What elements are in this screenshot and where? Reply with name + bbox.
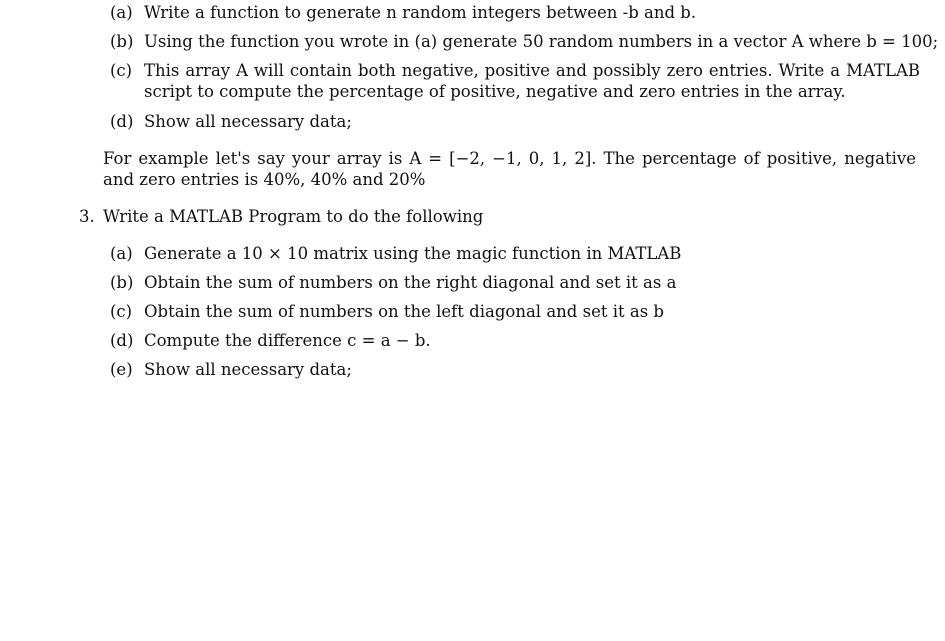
part-d-label: (d) (110, 112, 134, 131)
part-c-label: (c) (110, 61, 133, 80)
q3-item-d (110, 330, 920, 351)
q3-item-e (110, 359, 920, 380)
q3-item-e-text: Show all necessary data; (144, 360, 352, 379)
q3-item-a-label: (a) (110, 244, 133, 263)
q3-item-a-text: Generate a 10 × 10 matrix using the magic function in MATLAB (144, 244, 682, 263)
part-d-text: Show all necessary data; (144, 112, 352, 131)
q3-item-b-label: (b) (110, 273, 134, 292)
q3-item-a (110, 243, 920, 264)
part-b-label: (b) (110, 32, 134, 51)
question-3-number: 3. (79, 207, 95, 226)
q3-item-b-text: Obtain the sum of numbers on the right diagonal and set it as a (144, 273, 677, 292)
q3-item-d-text: Compute the difference c = a − b. (144, 331, 431, 350)
q3-item-c-label: (c) (110, 302, 133, 321)
question-3-heading (79, 206, 483, 227)
q3-item-c-text: Obtain the sum of numbers on the left diagonal and set it as b (144, 302, 664, 321)
part-c-text: This array A will contain both negative, positive and possibly zero entries. Write a MATLAB script to compute the percentage of positive, negative and zero entries in the array. (144, 61, 920, 101)
part-b-item (110, 31, 939, 52)
example-paragraph: For example let's say your array is A = [−2, −1, 0, 1, 2]. The percentage of positive, negative and zero entries is 40%, 40% and 20% (103, 149, 916, 189)
q3-item-b (110, 272, 920, 293)
part-c-item (110, 60, 920, 102)
q3-item-e-label: (e) (110, 360, 133, 379)
part-a-item (110, 2, 920, 23)
part-b-text: Using the function you wrote in (a) generate 50 random numbers in a vector A where b = 100; (144, 32, 939, 51)
q3-item-d-label: (d) (110, 331, 134, 350)
q3-item-c (110, 301, 920, 322)
part-a-label: (a) (110, 3, 133, 22)
part-d-item (110, 111, 920, 132)
part-a-text: Write a function to generate n random integers between -b and b. (144, 3, 697, 22)
question-3-title: Write a MATLAB Program to do the following (103, 207, 484, 226)
